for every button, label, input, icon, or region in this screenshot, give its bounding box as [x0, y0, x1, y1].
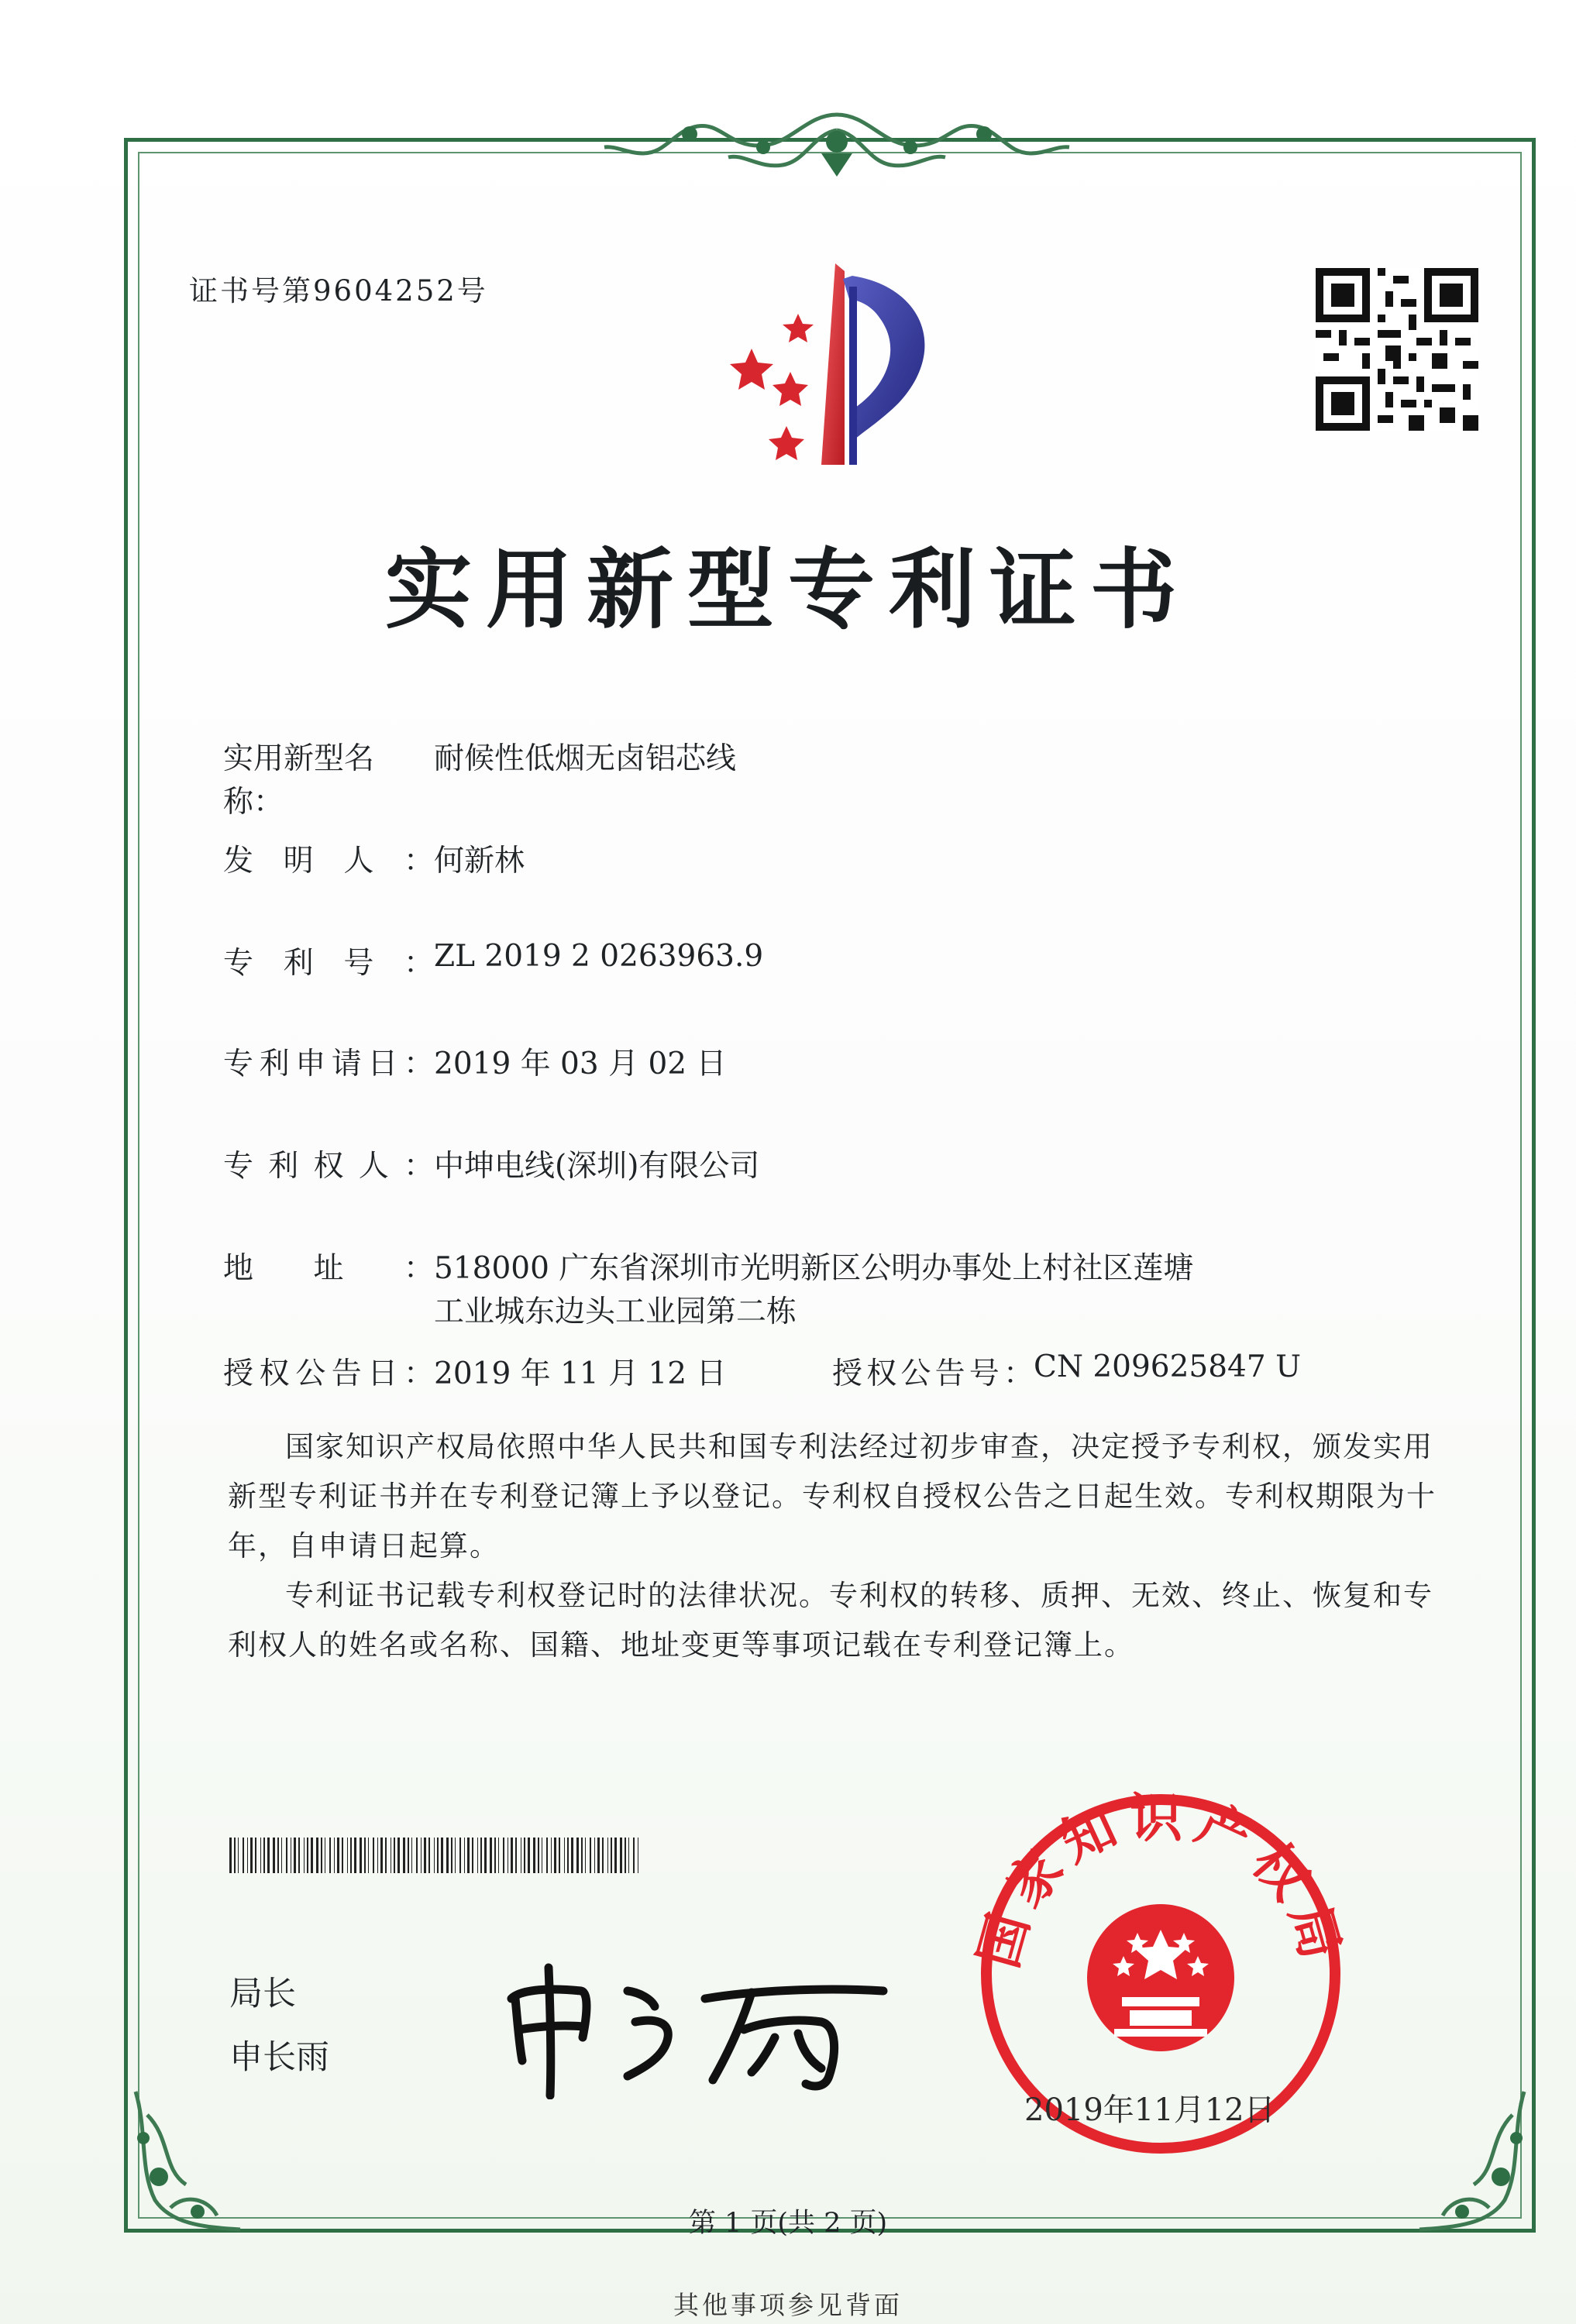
signatory-title: 局长: [229, 1975, 296, 2013]
address-line-2: 工业城东边头工业园第二栋: [434, 1294, 797, 1329]
seal-text: 国家知识产权局: [967, 1787, 1354, 1975]
utility-model-name-label: 实用新型名称：: [223, 741, 375, 820]
top-ornament-icon: [597, 99, 1077, 184]
patent-holder-label: 专利权人：: [223, 1149, 434, 1184]
patent-number-value: ZL 2019 2 0263963.9: [434, 939, 764, 974]
grant-number-label: 授权公告号：: [832, 1356, 1034, 1391]
inventor-row: [223, 837, 525, 880]
qr-code-icon[interactable]: [1316, 268, 1478, 431]
address-label: 地址：: [223, 1251, 434, 1286]
filing-date-value: 2019 年 03 月 02 日: [434, 1047, 727, 1081]
certificate-number: 证书号第9604252号: [189, 274, 488, 308]
patent-number-row: [223, 939, 763, 982]
utility-model-name-value: 耐候性低烟无卤铝芯线: [434, 741, 737, 776]
patent-logo-icon: [705, 256, 961, 488]
footer-note: 其他事项参见背面: [673, 2290, 903, 2320]
address-line-1: 518000 广东省深圳市光明新区公明办事处上村社区莲塘: [434, 1251, 1194, 1286]
patent-holder-value: 中坤电线(深圳)有限公司: [434, 1149, 760, 1184]
certificate-title: 实用新型专利证书: [385, 539, 1191, 641]
barcode-icon: [229, 1838, 640, 1873]
inventor-label: 发明人：: [223, 844, 434, 878]
grant-date-value: 2019 年 11 月 12 日: [434, 1356, 727, 1391]
seal-date: 2019年11月12日: [1024, 2092, 1275, 2128]
grant-number-value: CN 209625847 U: [1034, 1349, 1301, 1384]
address-row: [223, 1244, 1193, 1331]
signatory-name: 申长雨: [229, 2038, 329, 2077]
body-paragraph-1: 国家知识产权局依照中华人民共和国专利法经过初步审查，决定授予专利权，颁发实用新型专利证书并在专利登记簿上予以登记。专利权自授权公告之日起生效。专利权期限为十年，自申请日起算。: [228, 1430, 1437, 1563]
utility-model-name-row: [223, 734, 736, 821]
grant-date-row: [223, 1349, 727, 1393]
grant-number-row: [832, 1349, 1301, 1393]
patent-holder-row: [223, 1142, 759, 1185]
filing-date-label: 专利申请日：: [223, 1047, 434, 1081]
page-indicator: 第 1 页(共 2 页): [688, 2208, 888, 2239]
grant-date-label: 授权公告日：: [223, 1356, 434, 1391]
inventor-value: 何新林: [434, 844, 525, 878]
address-value: [434, 1244, 1193, 1331]
body-paragraph-2: 专利证书记载专利权登记时的法律状况。专利权的转移、质押、无效、终止、恢复和专利权人的姓名或名称、国籍、地址变更等事项记载在专利登记簿上。: [228, 1579, 1433, 1662]
signature-icon: [496, 1944, 930, 2099]
filing-date-row: [223, 1040, 727, 1083]
patent-number-label: 专利号：: [223, 946, 434, 981]
